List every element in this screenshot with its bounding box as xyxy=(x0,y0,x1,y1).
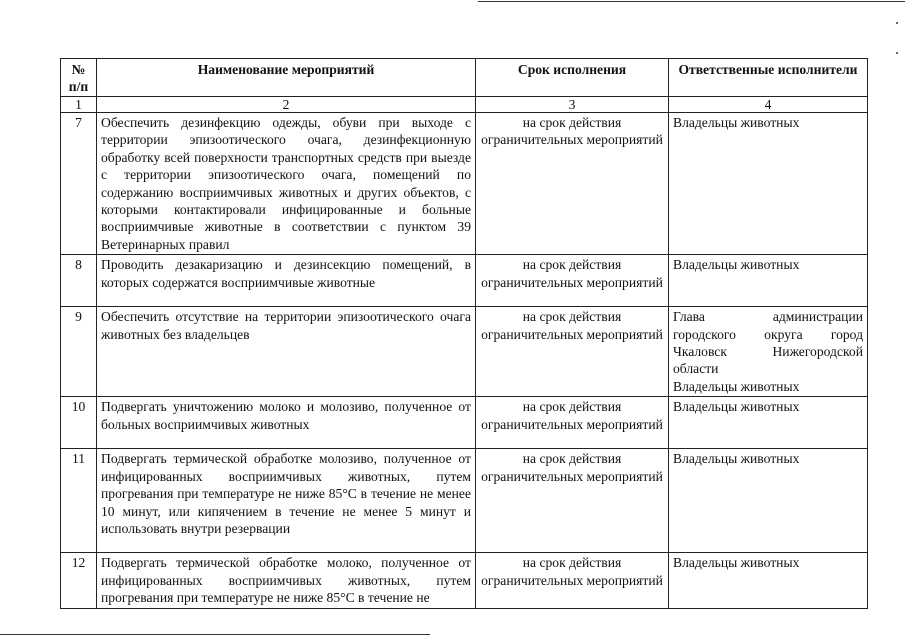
row-number: 11 xyxy=(61,449,97,553)
measure-name: Подвергать термической обработке молозиво, полученное от инфицированных восприимчивых животных, путем прогревания при температуре не ниже 85°С в течение не менее 10 минут, или кипячением в течение не менее 5 минут и использовать внутри резервации xyxy=(97,449,476,553)
header-row xyxy=(61,59,868,97)
top-border-line xyxy=(478,1,905,2)
header-num: № п/п xyxy=(61,59,97,97)
responsible-cell xyxy=(669,553,868,608)
responsible-party: Владельцы животных xyxy=(673,555,800,571)
row-number: 10 xyxy=(61,397,97,449)
measure-name: Обеспечить дезинфекцию одежды, обуви при выходе с территории эпизоотического очага, дезинфекционную обработку всей поверхности транспортных средств при выезде с территории эпизоотического очага, помещений по содержанию восприимчивых животных и других объектов, с которыми контактировали инфицированные и больные восприимчивые животные в соответствии с пунктом 39 Ветеринарных правил xyxy=(97,113,476,255)
column-index: 3 xyxy=(476,97,669,113)
scan-speck xyxy=(896,22,898,24)
measure-term: на срок действия ограничительных мероприятий xyxy=(476,307,669,397)
row-number: 12 xyxy=(61,553,97,608)
responsible-party: Владельцы животных xyxy=(673,399,800,415)
responsible-party: Глава администрации городского округа город Чкаловск Нижегородской области xyxy=(673,309,863,377)
column-index: 1 xyxy=(61,97,97,113)
responsible-cell xyxy=(669,397,868,449)
bottom-border-line xyxy=(0,634,430,635)
responsible-cell xyxy=(669,255,868,307)
measure-term: на срок действия ограничительных мероприятий xyxy=(476,397,669,449)
responsible-cell xyxy=(669,113,868,255)
table-row xyxy=(61,397,868,449)
row-number: 9 xyxy=(61,307,97,397)
row-number: 7 xyxy=(61,113,97,255)
table-row xyxy=(61,553,868,608)
row-number: 8 xyxy=(61,255,97,307)
scan-speck xyxy=(896,52,898,54)
responsible-party: Владельцы животных xyxy=(673,451,800,467)
measure-term: на срок действия ограничительных мероприятий xyxy=(476,113,669,255)
column-index: 4 xyxy=(669,97,868,113)
measure-term: на срок действия ограничительных мероприятий xyxy=(476,449,669,553)
header-name: Наименование мероприятий xyxy=(97,59,476,97)
header-term: Срок исполнения xyxy=(476,59,669,97)
column-index: 2 xyxy=(97,97,476,113)
column-index-row xyxy=(61,97,868,113)
table-row xyxy=(61,449,868,553)
measure-term: на срок действия ограничительных мероприятий xyxy=(476,255,669,307)
measure-term: на срок действия ограничительных мероприятий xyxy=(476,553,669,608)
responsible-cell xyxy=(669,307,868,397)
measure-name: Проводить дезакаризацию и дезинсекцию помещений, в которых содержатся восприимчивые животные xyxy=(97,255,476,307)
responsible-party: Владельцы животных xyxy=(673,257,800,273)
responsible-extra: Владельцы животных xyxy=(673,378,800,394)
measure-name: Обеспечить отсутствие на территории эпизоотического очага животных без владельцев xyxy=(97,307,476,397)
header-responsible: Ответственные исполнители xyxy=(669,59,868,97)
table-row xyxy=(61,113,868,255)
table-row xyxy=(61,307,868,397)
measures-table xyxy=(60,58,868,609)
measure-name: Подвергать термической обработке молоко, полученное от инфицированных восприимчивых животных, путем прогревания при температуре не ниже 85°С в течение не xyxy=(97,553,476,608)
table-row xyxy=(61,255,868,307)
responsible-party: Владельцы животных xyxy=(673,115,800,130)
responsible-cell xyxy=(669,449,868,553)
measure-name: Подвергать уничтожению молоко и молозиво, полученное от больных восприимчивых животных xyxy=(97,397,476,449)
